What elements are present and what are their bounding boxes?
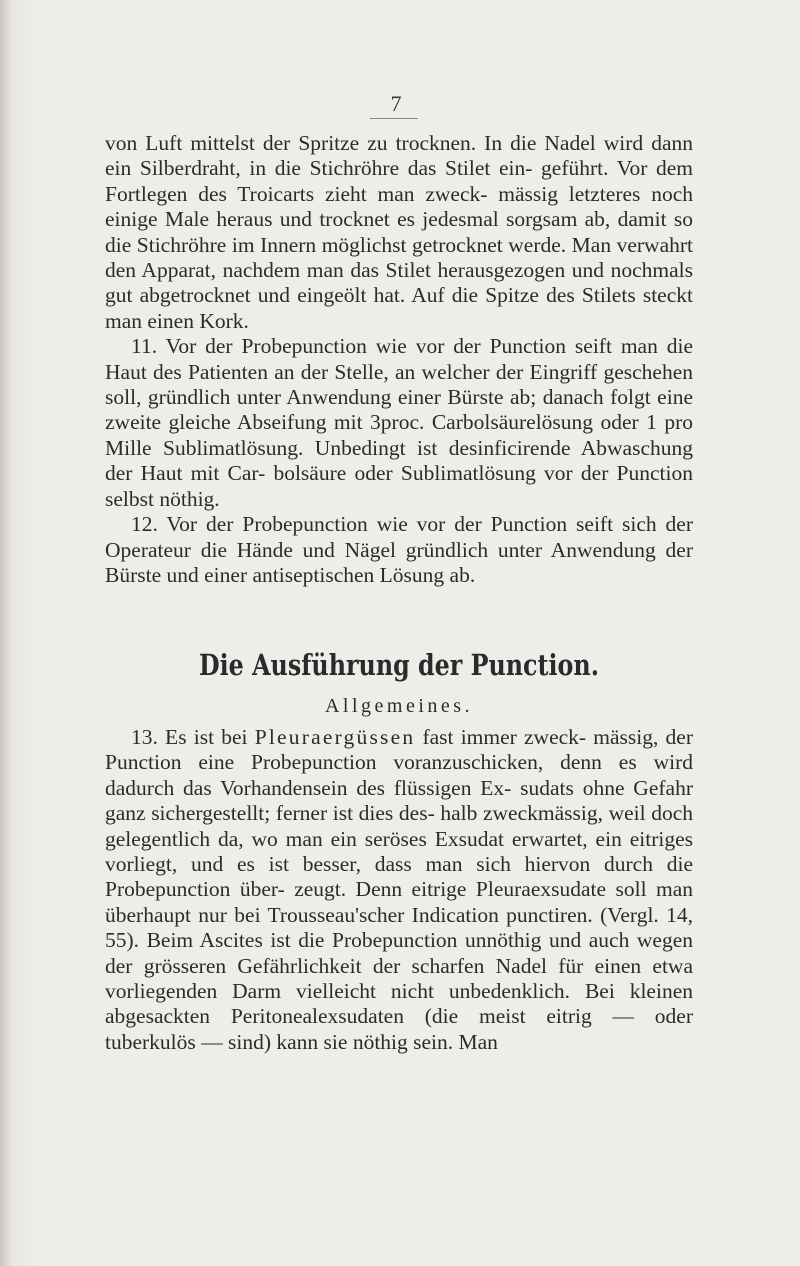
section-subheading: Allgemeines. (324, 695, 474, 717)
paragraph-13-start: 13. Es ist bei (131, 725, 255, 749)
paragraph-12: 12. Vor der Probepunction wie vor der Punction seift sich der Operateur die Hände und Nägel gründlich unter Anwendung der Bürste und einer antiseptischen Lösung ab. (105, 512, 693, 587)
section-heading: Die Ausführung der Punction. (199, 648, 599, 682)
body-text-top (105, 131, 693, 588)
paragraph-13 (105, 725, 693, 1055)
body-text-bottom (105, 725, 693, 1055)
paragraph-continuation: von Luft mittelst der Spritze zu trocknen. In die Nadel wird dann ein Silberdraht, in die Stichröhre das Stilet ein- geführt. Vor dem Fortlegen des Troicarts zieht man zweck- mässig letzteres noch einige Male heraus und trocknet es jedesmal sorgsam ab, damit so die Stichröhre im Innern möglichst getrocknet werde. Man verwahrt den Apparat, nachdem man das Stilet herausgezogen und nochmals gut abgetrocknet und eingeölt hat. Auf die Spitze des Stilets steckt man einen Kork. (105, 131, 693, 333)
page-number: 7 (390, 91, 402, 116)
page-edge-shadow (0, 0, 10, 1266)
header-rule (370, 118, 418, 119)
emphasized-term: Pleuraergüssen (254, 725, 416, 749)
paragraph-13-rest: fast immer zweck- mässig, der Punction eine Probepunction voranzuschicken, denn es wird dadurch das Vorhandensein des flüssigen Ex- sudats ohne Gefahr ganz sichergestellt; ferner ist dies des- halb zweckmässig, weil doch gelegentlich da, wo man ein seröses Exsudat erwartet, ein eitriges vorliegt, und es ist besser, dass man sich hiervon durch die Probepunction über- zeugt. Denn eitrige Pleuraexsudate soll man überhaupt nur bei Trousseau'scher Indication punctiren. (Vergl. 14, 55). Beim Ascites ist die Probepunction unnöthig und auch wegen der grösseren Gefährlichkeit der scharfen Nadel für einen etwa vorliegenden Darm vielleicht nicht unbedenklich. Bei kleinen abgesackten Peritonealexsudaten (die meist eitrig — oder tuberkulös — sind) kann sie nöthig sein. Man (105, 725, 693, 1054)
paragraph-11: 11. Vor der Probepunction wie vor der Punction seift man die Haut des Patienten an der Stelle, an welcher der Eingriff geschehen soll, gründlich unter Anwendung einer Bürste ab; danach folgt eine zweite gleiche Abseifung mit 3proc. Carbolsäurelösung oder 1 pro Mille Sublimatlösung. Unbedingt ist desinficirende Abwaschung der Haut mit Car- bolsäure oder Sublimatlösung vor der Punction selbst nöthig. (105, 334, 693, 511)
